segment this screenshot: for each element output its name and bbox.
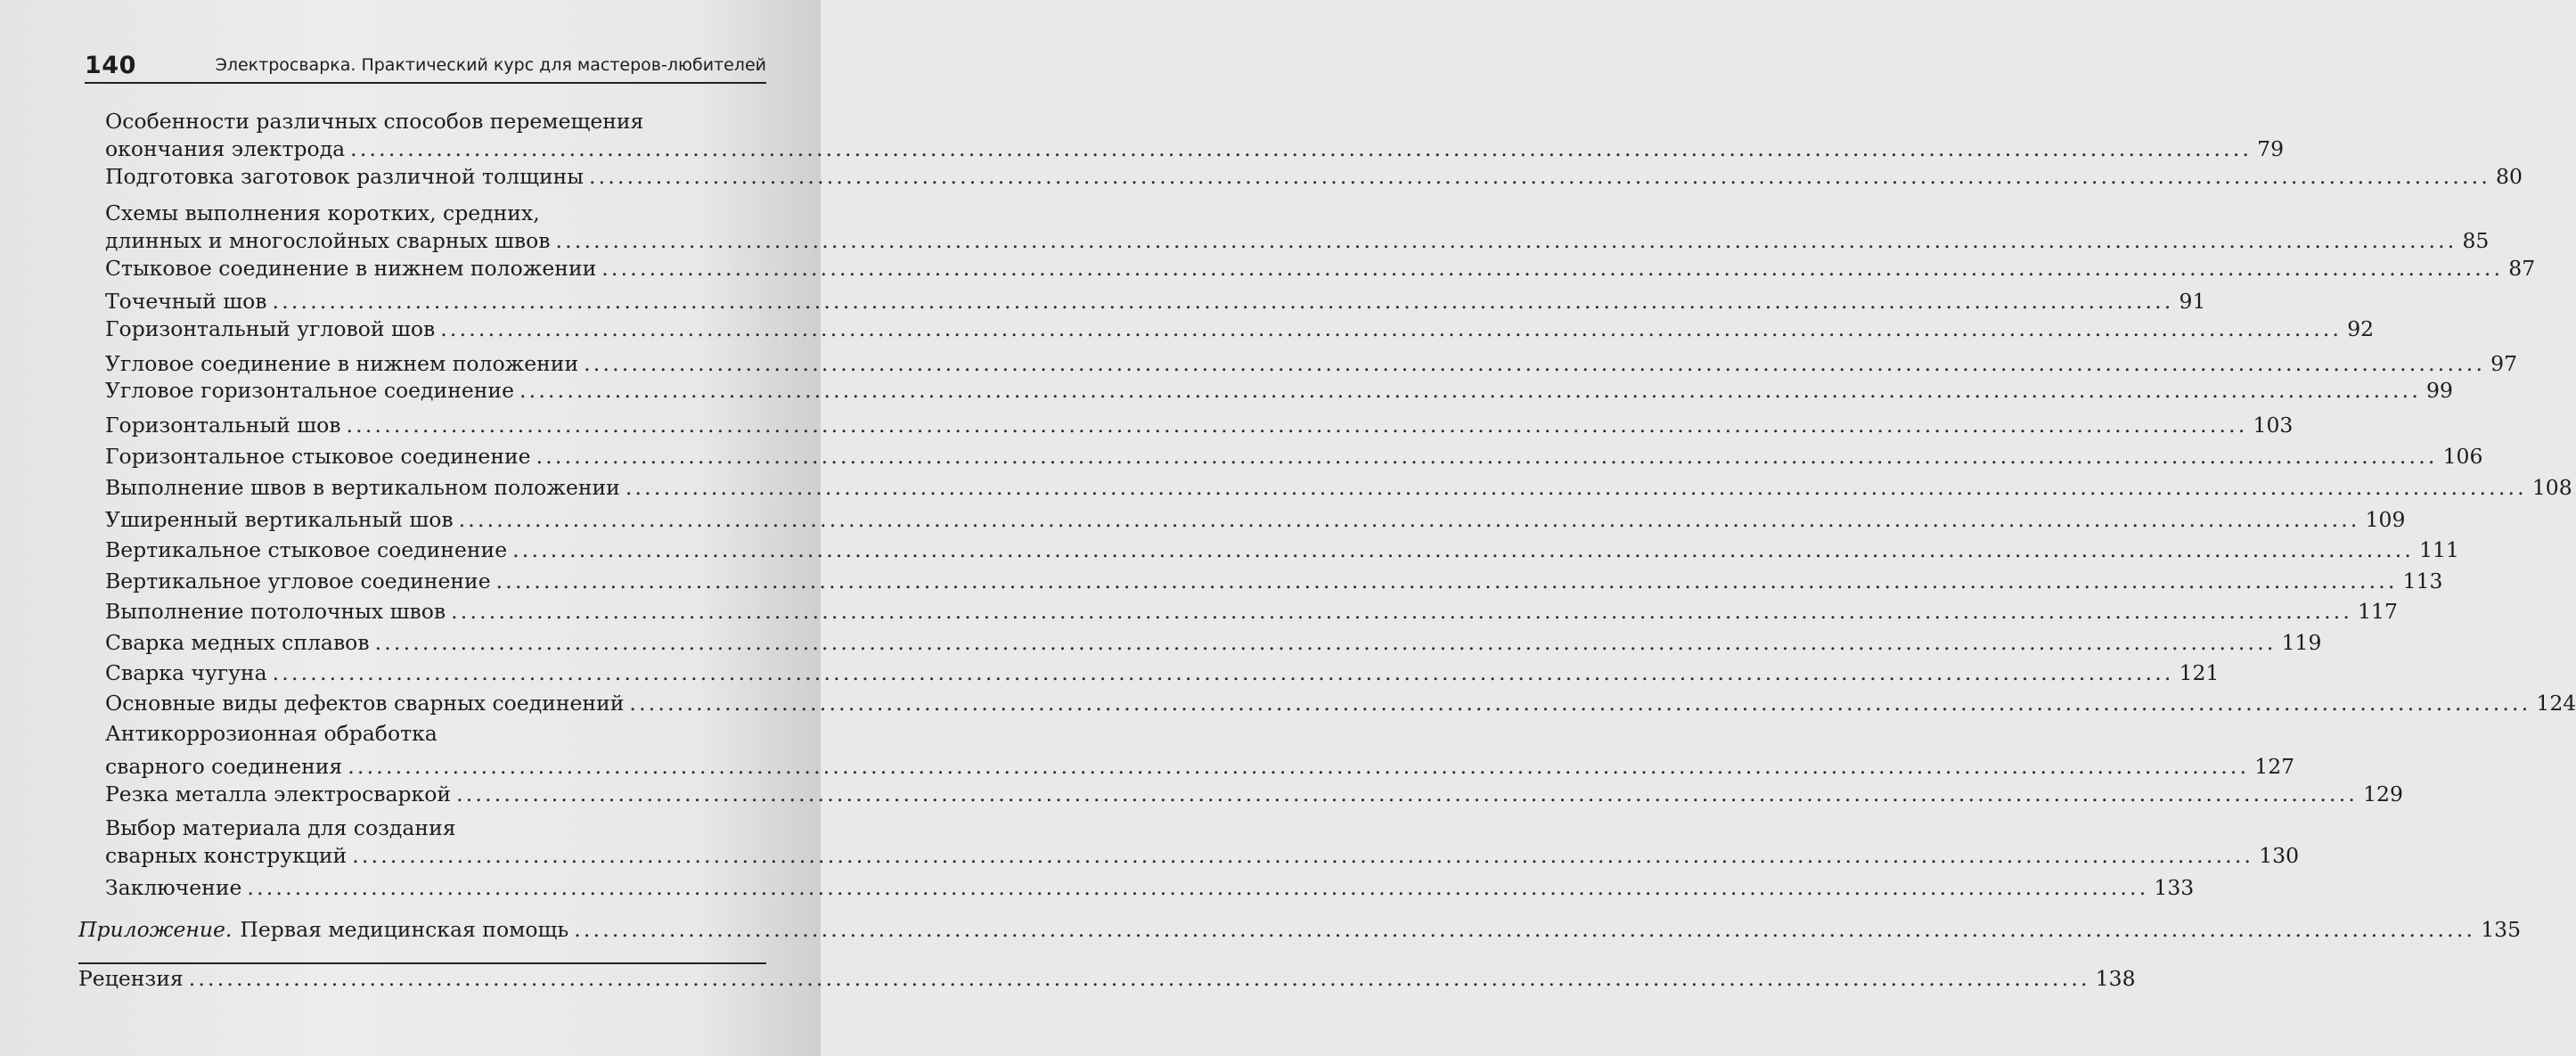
toc-entry-text: Вертикальное стыковое соединение: [105, 537, 508, 562]
toc-entry-text: Уширенный вертикальный шов: [105, 507, 454, 532]
toc-page-number: 108: [2531, 475, 2572, 500]
toc-entry-text: Выполнение потолочных швов: [105, 599, 446, 624]
dot-leader: ........................................................................................................................................................................................................: [495, 569, 2398, 593]
toc-entry-text: длинных и многослойных сварных швов: [105, 228, 551, 253]
dot-leader: ........................................................................................................................................................................................................: [247, 875, 2149, 900]
toc-page-number: 85: [2462, 228, 2490, 253]
toc-entry-text: Резка металла электросваркой: [105, 782, 452, 806]
dot-leader: ........................................................................................................................................................................................................: [272, 289, 2174, 314]
toc-page-number: 111: [2419, 537, 2459, 562]
toc-page-number: 119: [2281, 630, 2322, 655]
appendix-title: Первая медицинская помощь: [240, 917, 569, 942]
dot-leader: ........................................................................................................................................................................................................: [346, 413, 2248, 438]
dot-leader: ........................................................................................................................................................................................................: [458, 507, 2360, 532]
toc-entry-text: Стыковое соединение в нижнем положении: [105, 256, 597, 281]
review-title: Рецензия: [78, 966, 184, 991]
toc-entry-text: Сварка медных сплавов: [105, 630, 370, 655]
toc-page-number: 99: [2426, 378, 2453, 403]
dot-leader: ........................................................................................................................................................................................................: [555, 228, 2457, 253]
toc-entry-text: Антикоррозионная обработка: [105, 721, 438, 746]
dot-leader: ........................................................................................................................................................................................................: [188, 966, 2090, 991]
dot-leader: ........................................................................................................................................................................................................: [589, 164, 2490, 189]
toc-page-number: 106: [2442, 444, 2483, 469]
dot-leader: ........................................................................................................................................................................................................: [348, 754, 2250, 779]
toc-page-number: 117: [2358, 599, 2398, 624]
page-number: 140: [85, 52, 136, 79]
toc-entry-text: Схемы выполнения коротких, средних,: [105, 201, 540, 225]
dot-leader: ........................................................................................................................................................................................................: [625, 475, 2527, 500]
toc-entry-text: Выбор материала для создания: [105, 815, 456, 840]
toc-page-number: 129: [2363, 782, 2403, 806]
dot-leader: ........................................................................................................................................................................................................: [601, 256, 2504, 281]
toc-page-number: 103: [2253, 413, 2294, 438]
dot-leader: ........................................................................................................................................................................................................: [629, 691, 2531, 716]
dot-leader: ........................................................................................................................................................................................................: [374, 630, 2277, 655]
dot-leader: ........................................................................................................................................................................................................: [519, 378, 2421, 403]
toc-page-number: 124: [2536, 691, 2576, 716]
toc-page-number: 92: [2347, 316, 2375, 341]
dot-leader: ........................................................................................................................................................................................................: [352, 843, 2254, 868]
dot-leader: ........................................................................................................................................................................................................: [350, 136, 2253, 161]
dot-leader: ........................................................................................................................................................................................................: [512, 537, 2415, 562]
toc-page-number: 138: [2095, 966, 2136, 991]
section-divider: [78, 962, 766, 964]
toc-page-number: 91: [2179, 289, 2206, 314]
toc-entry-text: Особенности различных способов перемещения: [105, 109, 644, 134]
dot-leader: ........................................................................................................................................................................................................: [440, 316, 2343, 341]
toc-entry-text: Основные виды дефектов сварных соединений: [105, 691, 625, 716]
toc-entry-text: Горизонтальное стыковое соединение: [105, 444, 531, 469]
toc-entry-text: Заключение: [105, 875, 242, 900]
dot-leader: ........................................................................................................................................................................................................: [272, 660, 2174, 685]
toc-entry-text: Точечный шов: [105, 289, 267, 314]
toc-entry-text: сварного соединения: [105, 754, 343, 779]
running-title: Электросварка. Практический курс для мастеров-любителей: [215, 55, 766, 75]
page-header: [85, 46, 766, 84]
toc-entry-text: Горизонтальный угловой шов: [105, 316, 436, 341]
toc-entry-text: Подготовка заготовок различной толщины: [105, 164, 584, 189]
toc-entry-text: Горизонтальный шов: [105, 413, 341, 438]
toc-entry-text: Выполнение швов в вертикальном положении: [105, 475, 620, 500]
dot-leader: ........................................................................................................................................................................................................: [456, 782, 2359, 806]
dot-leader: ........................................................................................................................................................................................................: [536, 444, 2438, 469]
appendix-label: Приложение.: [78, 917, 233, 942]
toc-page-number: 97: [2490, 351, 2518, 376]
toc-page-number: 87: [2508, 256, 2536, 281]
dot-leader: ........................................................................................................................................................................................................: [451, 599, 2353, 624]
toc-page-number: 127: [2254, 754, 2295, 779]
toc-page-number: 80: [2496, 164, 2523, 189]
toc-page-number: 133: [2154, 875, 2195, 900]
toc-page-number: 121: [2179, 660, 2220, 685]
toc-entry-text: Угловое соединение в нижнем положении: [105, 351, 579, 376]
toc-entry-text: Угловое горизонтальное соединение: [105, 378, 514, 403]
toc-entry-text: окончания электрода: [105, 136, 346, 161]
toc-page-number: 130: [2259, 843, 2300, 868]
toc-page-number: 79: [2257, 136, 2285, 161]
dot-leader: ........................................................................................................................................................................................................: [584, 351, 2486, 376]
toc-entry-text: Вертикальное угловое соединение: [105, 569, 491, 593]
toc-entry-text: сварных конструкций: [105, 843, 348, 868]
toc-page-number: 109: [2365, 507, 2406, 532]
toc-page-number: 135: [2481, 917, 2522, 942]
toc-entry-text: Сварка чугуна: [105, 660, 267, 685]
toc-page-number: 113: [2402, 569, 2443, 593]
dot-leader: ........................................................................................................................................................................................................: [574, 917, 2476, 942]
